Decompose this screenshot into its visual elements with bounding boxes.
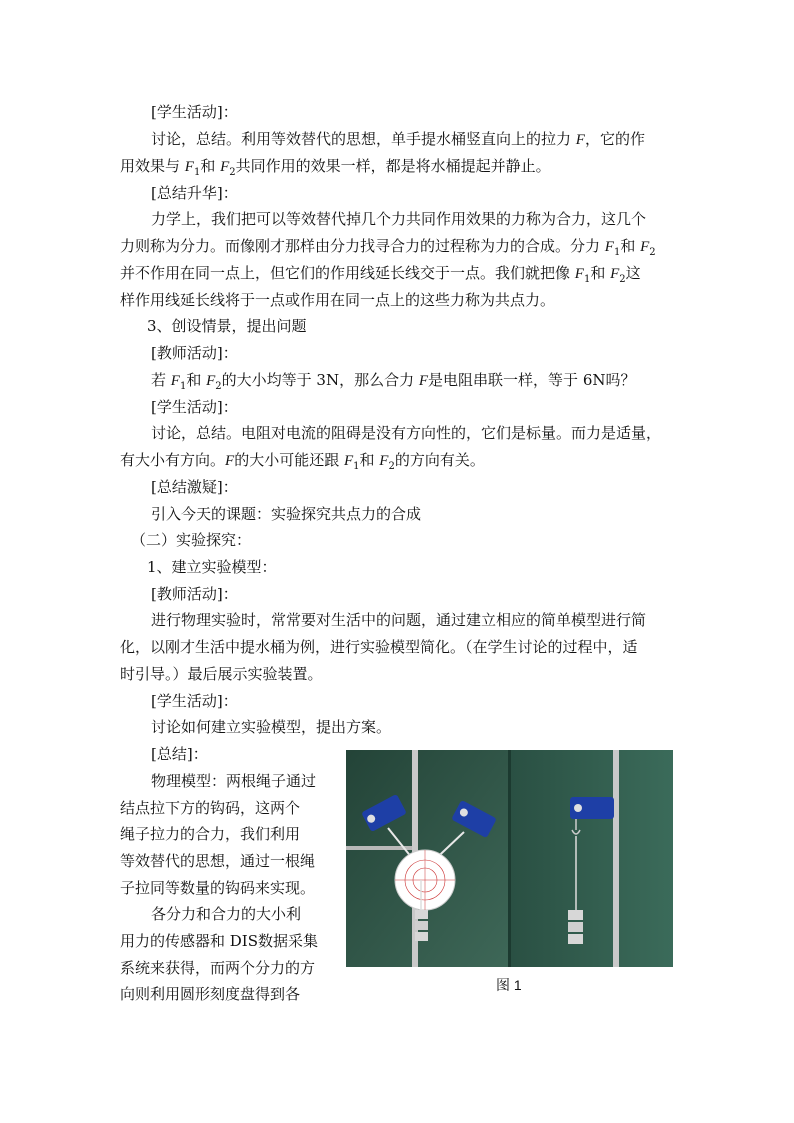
stand-pole <box>613 750 619 967</box>
side-paragraph-line: 各分力和合力的大小利 <box>151 905 302 923</box>
hook-weight <box>568 910 583 920</box>
side-paragraph-line: 绳子拉力的合力，我们利用 <box>120 825 301 843</box>
hook-weight <box>415 932 428 941</box>
paragraph-line: 用效果与 $F_1$和 $F_2$共同作用的效果一样，都是将水桶提起并静止。 <box>120 157 551 178</box>
paragraph-line: 样作用线延长线将于一点或作用在同一点上的这些力称为共点力。 <box>120 291 556 309</box>
paragraph-line: 并不作用在同一点上，但它们的作用线延长线交于一点。我们就把像 $F_1$和 $F_2$这 <box>120 264 641 285</box>
student-activity-heading: [学生活动]： <box>151 103 238 121</box>
section-heading: 3、创设情景，提出问题 <box>147 317 307 335</box>
summary-heading: [总结]： <box>151 745 208 763</box>
paragraph-line: 讨论，总结。利用等效替代的思想，单手提水桶竖直向上的拉力 F，它的作 <box>151 130 645 148</box>
hook-weight <box>415 910 428 919</box>
chalkboard-right <box>511 750 673 967</box>
teacher-activity-heading: [教师活动]： <box>151 585 238 603</box>
paragraph-line: 引入今天的课题：实验探究共点力的合成 <box>151 505 422 523</box>
hook-weight <box>568 922 583 932</box>
summary-heading: [总结升华]： <box>151 184 238 202</box>
side-paragraph-line: 等效替代的思想，通过一根绳 <box>120 852 316 870</box>
hook-weight <box>415 921 428 930</box>
paragraph-line: 进行物理实验时，常常要对生活中的问题，通过建立相应的简单模型进行简 <box>151 611 647 629</box>
side-paragraph-line: 系统来获得，而两个分力的方 <box>120 959 316 977</box>
paragraph-line: 力学上，我们把可以等效替代掉几个力共同作用效果的力称为合力，这几个 <box>151 210 647 228</box>
student-activity-heading: [学生活动]： <box>151 692 238 710</box>
side-paragraph-line: 子拉同等数量的钩码来实现。 <box>120 879 316 897</box>
paragraph-line: 讨论，总结。电阻对电流的阻碍是没有方向性的，它们是标量。而力是适量， <box>151 424 662 442</box>
paragraph-line: 时引导。）最后展示实验装置。 <box>120 665 323 683</box>
paragraph-line: 化，以刚才生活中提水桶为例，进行实验模型简化。（在学生讨论的过程中，适 <box>120 638 638 656</box>
summary-heading: [总结激疑]： <box>151 478 238 496</box>
teacher-activity-heading: [教师活动]： <box>151 344 238 362</box>
section-heading: 1、建立实验模型： <box>147 558 277 576</box>
hook-weight <box>568 934 583 944</box>
section-heading: （二）实验探究： <box>131 531 252 549</box>
side-paragraph-line: 向则利用圆形刻度盘得到各 <box>120 985 301 1003</box>
side-paragraph-line: 物理模型：两根绳子通过 <box>151 772 317 790</box>
side-paragraph-line: 结点拉下方的钩码，这两个 <box>120 799 301 817</box>
experiment-photo <box>346 750 673 967</box>
paragraph-line: 讨论如何建立实验模型，提出方案。 <box>151 718 392 736</box>
paragraph-line: 有大小有方向。F的大小可能还跟 $F_1$和 $F_2$的方向有关。 <box>120 451 485 472</box>
paragraph-line: 若 $F_1$和 $F_2$的大小均等于 3N，那么合力 F是电阻串联一样，等于 6N吗？ <box>151 371 636 392</box>
paragraph-line: 力则称为分力。而像刚才那样由分力找寻合力的过程称为力的合成。分力 $F_1$和 $F_2$ <box>120 237 656 258</box>
side-paragraph-line: 用力的传感器和 DIS数据采集 <box>120 932 318 950</box>
student-activity-heading: [学生活动]： <box>151 398 238 416</box>
figure-caption: 图 1 <box>496 977 522 993</box>
